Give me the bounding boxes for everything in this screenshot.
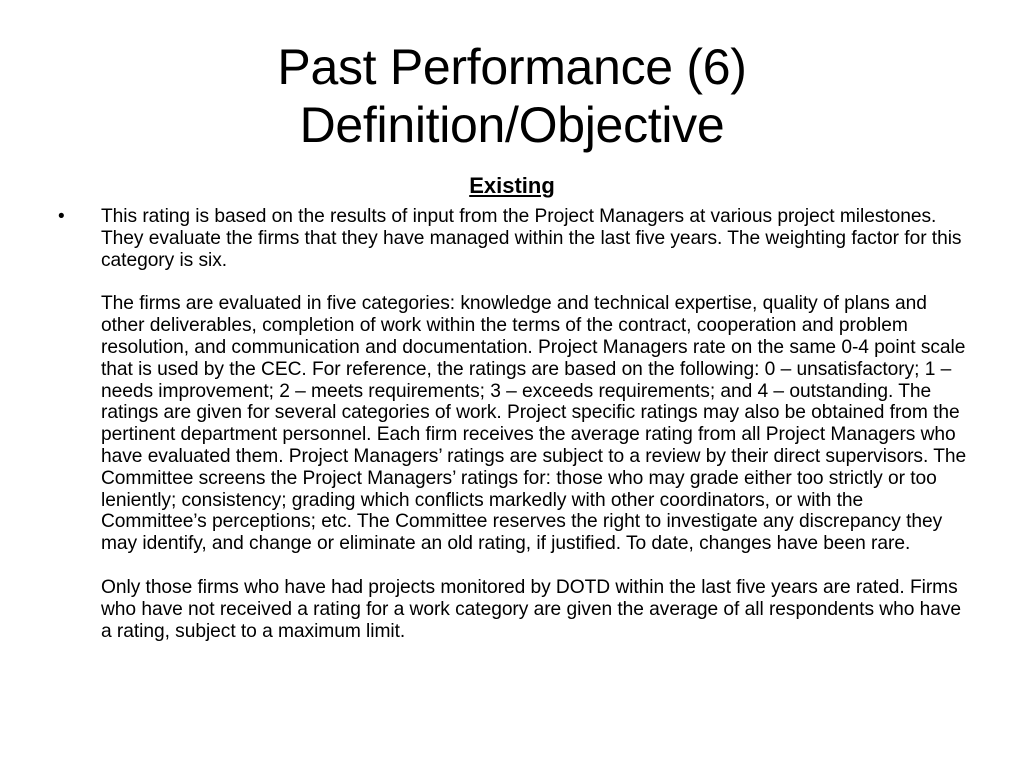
paragraph-rated-firms: Only those firms who have had projects monitored by DOTD within the last five years are rated. Firms who have not received a rating for a work category are given the average of all respondents who have a rating, subject to a maximum limit. bbox=[101, 576, 962, 642]
title-line-1: Past Performance (6) bbox=[277, 39, 747, 95]
title-line-2: Definition/Objective bbox=[299, 97, 725, 153]
paragraph-evaluation-categories: The firms are evaluated in five categories: knowledge and technical expertise, quality of plans and other deliverables, completion of work within the terms of the contract, cooperation and problem resolution, and communication and documentation. Project Managers rate on the same 0-4 point scale that is used by the CEC. For reference, the ratings are based on the following: 0 – unsatisfactory; 1 – needs improvement; 2 – meets requirements; 3 – exceeds requirements; and 4 – outstanding. The ratings are given for several categories of work. Project specific ratings may also be obtained from the pertinent department personnel. Each firm receives the average rating from all Project Managers who have evaluated them. Project Managers’ ratings are subject to a review by their direct supervisors. The Committee screens the Project Managers’ ratings for: those who may grade either too strictly or too leniently; consistency; grading which conflicts markedly with other coordinators, or with the Committee’s perceptions; etc. The Committee reserves the right to investigate any discrepancy they may identify, and change or eliminate an old rating, if justified. To date, changes have been rare. bbox=[101, 293, 967, 555]
paragraph-rating-basis: This rating is based on the results of input from the Project Managers at various project milestones. They evaluate the firms that they have managed within the last five years. The weighting factor for this category is six. bbox=[101, 206, 962, 271]
section-subheading: Existing bbox=[469, 173, 555, 198]
slide-body bbox=[58, 206, 970, 664]
bullet-item bbox=[58, 206, 970, 642]
bullet-marker: • bbox=[58, 206, 65, 227]
slide-title bbox=[0, 38, 1024, 154]
